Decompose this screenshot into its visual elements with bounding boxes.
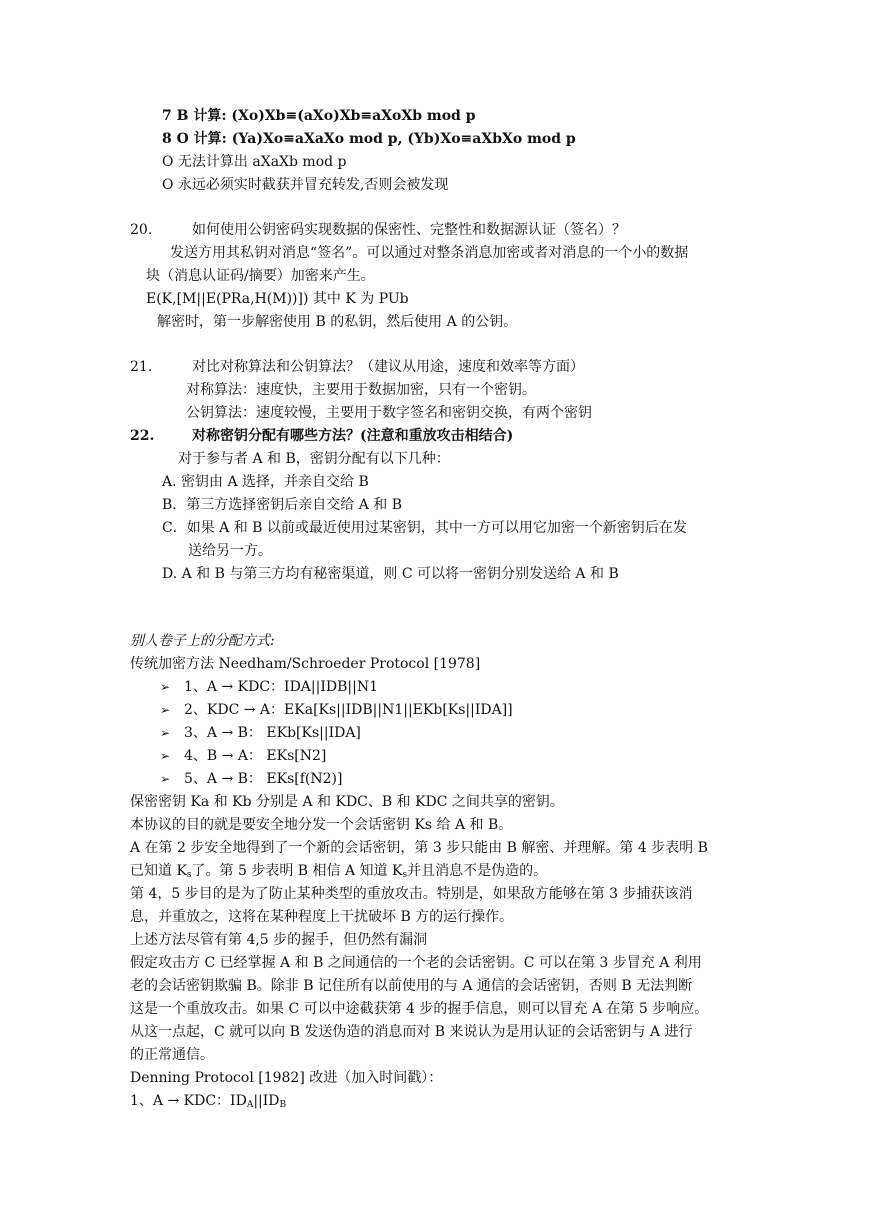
- shared-keys-paragraph: 保密密钥 Ka 和 Kb 分别是 A 和 KDC、B 和 KDC 之间共享的密钥。: [130, 794, 564, 810]
- attack-paragraph-line2: 老的会话密钥欺骗 B。除非 B 记住所有以前使用的与 A 通信的会话密钥，否则 B 无法判断: [130, 978, 693, 994]
- arrow-bullet-icon: ➢: [160, 703, 171, 717]
- subscript: s: [402, 870, 408, 880]
- attack-paragraph-line3: 这是一个重放攻击。如果 C 可以中途截获第 4 步的握手信息，则可以冒充 A 在第 5 步响应。: [130, 1001, 709, 1017]
- q22-option-d: D. A 和 B 与第三方均有秘密渠道，则 C 可以将一密钥分别发送给 A 和 B: [162, 566, 619, 582]
- protocol-step: 5、A → B： EKs[f(N2)]: [184, 771, 343, 787]
- text-fragment: ||ID: [253, 1093, 280, 1109]
- attack-paragraph-line5: 的正常通信。: [130, 1047, 214, 1063]
- q20-number: 20.: [130, 222, 153, 238]
- q22-option-c-line1: C．如果 A 和 B 以前或最近使用过某密钥，其中一方可以用它加密一个新密钥后在发: [162, 520, 687, 536]
- o-cannot-line: O 无法计算出 aXaXb mod p: [162, 154, 347, 170]
- q20-title: 如何使用公钥密码实现数据的保密性、完整性和数据源认证（签名）？: [192, 222, 626, 238]
- others-heading: 别人卷子上的分配方式:: [130, 633, 275, 649]
- replay-explanation-line1: 第 4，5 步目的是为了防止某种类型的重放攻击。特别是，如果敌方能够在第 3 步捕获该消: [130, 886, 693, 902]
- protocol-step: 3、A → B： EKb[Ks||IDA]: [184, 725, 361, 741]
- q20-line2: 块（消息认证码/摘要）加密来产生。: [146, 268, 375, 284]
- q20-line1: 发送方用其私钥对消息“签名”。可以通过对整条消息加密或者对消息的一个小的数据: [170, 245, 689, 261]
- text-fragment: 并且消息不是伪造的。: [407, 863, 548, 879]
- protocol-step: 2、KDC → A：EKa[Ks||IDB||N1||EKb[Ks||IDA]]: [184, 702, 513, 718]
- q21-public: 公钥算法：速度较慢，主要用于数字签名和密钥交换，有两个密钥: [186, 405, 592, 421]
- o-intercept-line: O 永远必须实时截获并冒充转发,否则会被发现: [162, 177, 449, 193]
- step-explanation-line2: [130, 862, 547, 884]
- subscript: A: [246, 1100, 254, 1110]
- arrow-bullet-icon: ➢: [160, 772, 171, 786]
- subscript: s: [186, 870, 192, 880]
- calc-o-line: 8 O 计算: (Ya)Xo≡aXaXo mod p, (Yb)Xo≡aXbXo mod p: [162, 131, 576, 147]
- attack-paragraph-line4: 从这一点起，C 就可以向 B 发送伪造的消息而对 B 来说认为是用认证的会话密钥与 A 进行: [130, 1024, 693, 1040]
- arrow-bullet-icon: ➢: [160, 749, 171, 763]
- q22-option-b: B．第三方选择密钥后亲自交给 A 和 B: [162, 497, 403, 513]
- q22-option-c-line2: 送给另一方。: [188, 543, 272, 559]
- subscript: B: [279, 1100, 287, 1110]
- q21-number: 21.: [130, 359, 153, 375]
- denning-step1: [130, 1092, 286, 1114]
- flaw-paragraph: 上述方法尽管有第 4,5 步的握手，但仍然有漏洞: [130, 932, 428, 948]
- arrow-bullet-icon: ➢: [160, 680, 171, 694]
- step-explanation-line1: A 在第 2 步安全地得到了一个新的会话密钥，第 3 步只能由 B 解密、并理解。第 4 步表明 B: [130, 840, 708, 856]
- text-fragment: 已知道 K: [130, 863, 187, 879]
- q20-line3: 解密时，第一步解密使用 B 的私钥，然后使用 A 的公钥。: [157, 314, 518, 330]
- q22-option-a: A. 密钥由 A 选择，并亲自交给 B: [162, 474, 369, 490]
- calc-b-line: 7 B 计算: (Xo)Xb≡(aXo)Xb≡aXoXb mod p: [162, 108, 476, 124]
- attack-paragraph-line1: 假定攻击方 C 已经掌握 A 和 B 之间通信的一个老的会话密钥。C 可以在第 3 步冒充 A 利用: [130, 955, 702, 971]
- q21-title: 对比对称算法和公钥算法？（建议从用途，速度和效率等方面）: [192, 359, 584, 375]
- denning-protocol-title: Denning Protocol [1982] 改进（加入时间戳）：: [130, 1070, 443, 1086]
- q22-title: 对称密钥分配有哪些方法？(注意和重放攻击相结合): [192, 428, 514, 444]
- protocol-purpose-paragraph: 本协议的目的就是要安全地分发一个会话密钥 Ks 给 A 和 B。: [130, 817, 513, 833]
- protocol-step: 4、B → A： EKs[N2]: [184, 748, 327, 764]
- q20-formula: E(K,[M||E(PRa,H(M))]) 其中 K 为 PUb: [146, 291, 409, 307]
- protocol-step: 1、A → KDC：IDA||IDB||N1: [184, 679, 378, 695]
- q21-symmetric: 对称算法：速度快，主要用于数据加密，只有一个密钥。: [186, 382, 536, 398]
- text-fragment: 1、A → KDC：ID: [130, 1093, 247, 1109]
- arrow-bullet-icon: ➢: [160, 726, 171, 740]
- replay-explanation-line2: 息，并重放之，这将在某种程度上干扰破坏 B 方的运行操作。: [130, 909, 514, 925]
- needham-schroeder-title: 传统加密方法 Needham/Schroeder Protocol [1978]: [130, 656, 481, 672]
- q22-number: 22.: [130, 428, 155, 444]
- q22-intro: 对于参与者 A 和 B，密钥分配有以下几种：: [178, 451, 450, 467]
- text-fragment: 了。第 5 步表明 B 相信 A 知道 K: [191, 863, 403, 879]
